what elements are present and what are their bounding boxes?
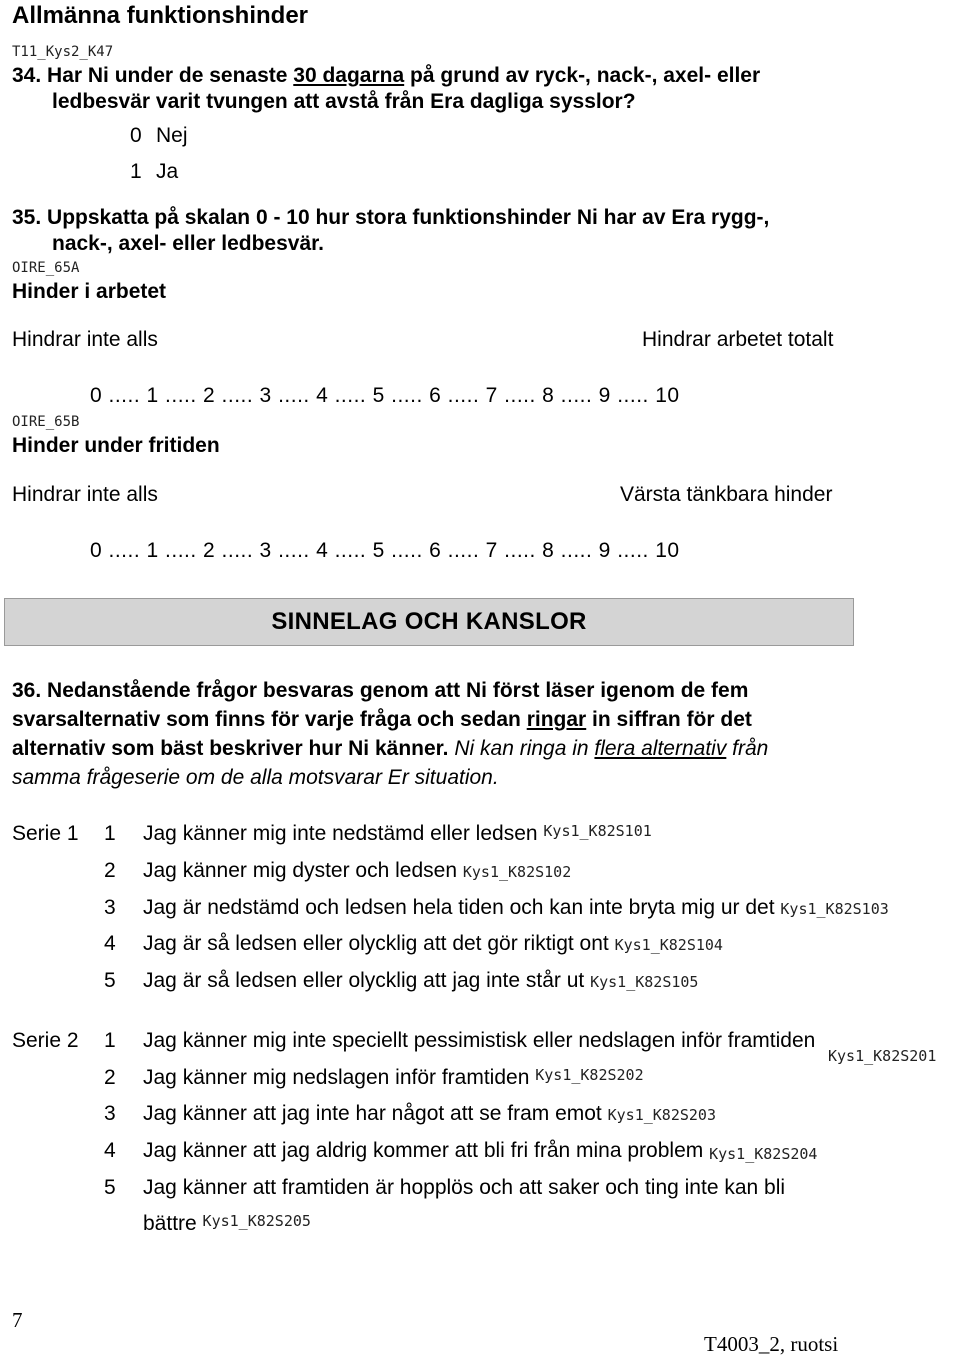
page-number: 7 <box>12 1308 23 1332</box>
q34-option-1-num[interactable]: 1 <box>130 160 142 183</box>
q35a-left-label: Hindrar inte alls <box>12 328 158 351</box>
series1-item-2-code: Kys1_K82S102 <box>462 863 572 881</box>
q34-option-0-num[interactable]: 0 <box>130 124 142 147</box>
q35-text-line2: nack-, axel- eller ledbesvär. <box>52 232 324 255</box>
series2-item-1-text: Jag känner mig inte speciellt pessimistisk eller nedslagen inför framtiden <box>143 1029 816 1052</box>
q35b-left-label: Hindrar inte alls <box>12 483 158 506</box>
series2-item-2 <box>143 1066 644 1090</box>
q35b-title: Hinder under fritiden <box>12 434 220 457</box>
q34-text-suffix: på grund av ryck-, nack-, axel- eller <box>404 64 761 87</box>
document-code: T4003_2, ruotsi <box>704 1332 839 1356</box>
series1-item-3-code: Kys1_K82S103 <box>780 900 889 918</box>
q36-italic-part1: Ni kan ringa in <box>448 737 595 760</box>
series2-item-5-num[interactable]: 5 <box>104 1176 116 1199</box>
series2-item-4 <box>143 1139 817 1163</box>
q35a-scale[interactable]: 0 ..... 1 ..... 2 ..... 3 ..... 4 ..... 5 ..... 6 ..... 7 ..... 8 ..... 9 ..... 10 <box>90 384 680 407</box>
series1-item-4-num[interactable]: 4 <box>104 932 116 955</box>
q35b-code: OIRE_65B <box>12 414 80 430</box>
series1-item-2-text: Jag känner mig dyster och ledsen <box>143 859 458 882</box>
q34-text-line2: ledbesvär varit tvungen att avstå från Era dagliga sysslor? <box>52 90 636 113</box>
q34-text-line1 <box>12 64 760 88</box>
series2-item-1-num[interactable]: 1 <box>104 1029 116 1052</box>
q34-text-prefix: 34. Har Ni under de senaste <box>12 64 294 87</box>
q36-italic-underlined: flera alternativ <box>594 737 727 760</box>
series2-item-3-text: Jag känner att jag inte har något att se fram emot <box>143 1102 602 1125</box>
series2-item-2-text: Jag känner mig nedslagen inför framtiden <box>143 1066 530 1089</box>
series1-item-4 <box>143 932 723 956</box>
series1-item-5-text: Jag är så ledsen eller olycklig att jag inte står ut <box>143 969 585 992</box>
series1-item-4-code: Kys1_K82S104 <box>614 936 723 954</box>
series1-item-3 <box>143 896 889 920</box>
q34-code: T11_Kys2_K47 <box>12 44 114 60</box>
series2-item-5-code: Kys1_K82S205 <box>202 1212 311 1230</box>
q35-text-line1: 35. Uppskatta på skalan 0 - 10 hur stora funktionshinder Ni har av Era rygg-, <box>12 206 770 229</box>
q36-bold-part1: 36. Nedanstående frågor besvaras genom att Ni först läser igenom de fem svarsalternativ som finns för varje fråga och sedan <box>12 679 749 731</box>
q35a-title: Hinder i arbetet <box>12 280 167 303</box>
section-title: Allmänna funktionshinder <box>12 2 309 29</box>
series2-item-3-num[interactable]: 3 <box>104 1102 116 1125</box>
series2-item-5-line2 <box>143 1212 311 1236</box>
series2-item-4-num[interactable]: 4 <box>104 1139 116 1162</box>
series1-item-5 <box>143 969 698 993</box>
series1-item-3-num[interactable]: 3 <box>104 896 116 919</box>
q34-text-underlined: 30 dagarna <box>293 64 405 87</box>
series2-item-1-code: Kys1_K82S201 <box>828 1047 937 1065</box>
series2-item-4-text: Jag känner att jag aldrig kommer att bli fri från mina problem <box>143 1139 704 1162</box>
q36-bold-underlined: ringar <box>526 708 587 731</box>
q36-bold-part2: in siffran för det alternativ som bäst beskriver hur Ni känner. <box>12 708 752 760</box>
series2-item-5-text-line2: bättre <box>143 1212 197 1235</box>
series2-item-4-code: Kys1_K82S204 <box>709 1145 818 1163</box>
series1-label: Serie 1 <box>12 822 79 845</box>
series1-item-2-num[interactable]: 2 <box>104 859 116 882</box>
q35b-right-label: Värsta tänkbara hinder <box>620 483 833 506</box>
series1-item-1-num[interactable]: 1 <box>104 822 116 845</box>
series2-item-3 <box>143 1102 716 1126</box>
section-band-title: SINNELAG OCH KANSLOR <box>271 608 587 635</box>
q36-instructions <box>12 676 842 792</box>
series1-item-1 <box>143 822 652 846</box>
q35a-code: OIRE_65A <box>12 260 80 276</box>
section-band <box>4 598 854 646</box>
series1-item-5-code: Kys1_K82S105 <box>590 973 699 991</box>
q34-option-0-label: Nej <box>156 124 188 147</box>
series1-item-1-text: Jag känner mig inte nedstämd eller ledsen <box>143 822 538 845</box>
series1-item-2 <box>143 859 571 883</box>
series1-item-4-text: Jag är så ledsen eller olycklig att det gör riktigt ont <box>143 932 609 955</box>
q34-option-1-label: Ja <box>156 160 179 183</box>
series2-label: Serie 2 <box>12 1029 79 1052</box>
q36-italic-part2: från samma frågeserie om de alla motsvarar Er situation. <box>12 737 769 789</box>
q35b-scale[interactable]: 0 ..... 1 ..... 2 ..... 3 ..... 4 ..... 5 ..... 6 ..... 7 ..... 8 ..... 9 ..... 10 <box>90 539 680 562</box>
series2-item-5-text: Jag känner att framtiden är hopplös och att saker och ting inte kan bli <box>143 1176 786 1199</box>
series2-item-2-code: Kys1_K82S202 <box>535 1066 644 1084</box>
series1-item-1-code: Kys1_K82S101 <box>543 822 652 840</box>
q35a-right-label: Hindrar arbetet totalt <box>642 328 834 351</box>
series1-item-3-text: Jag är nedstämd och ledsen hela tiden och kan inte bryta mig ur det <box>143 896 775 919</box>
series1-item-5-num[interactable]: 5 <box>104 969 116 992</box>
series2-item-2-num[interactable]: 2 <box>104 1066 116 1089</box>
series2-item-3-code: Kys1_K82S203 <box>607 1106 716 1124</box>
